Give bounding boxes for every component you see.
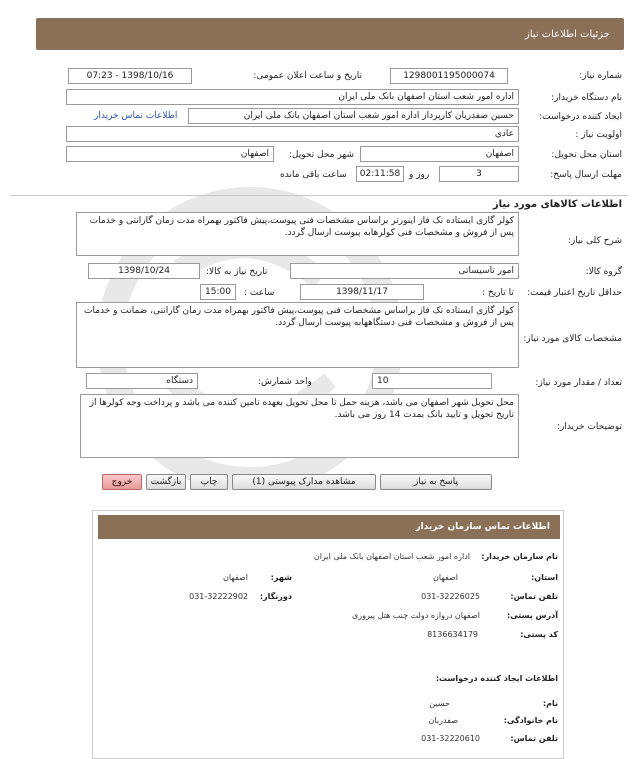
address-label: آدرس پستی: bbox=[507, 611, 558, 620]
back-button[interactable]: بازگشت bbox=[146, 474, 186, 490]
desc-textarea[interactable]: کولر گازی ایستاده تک فاز اینورتر براساس مشخصات فنی پیوست،پیش فاکتور بهمراه مدت زمان گارانتی و خدمات پس از فروش و مشخصات فنی کولرهابه پیوست ارسال گردد. bbox=[76, 212, 519, 256]
announce-label: تاریخ و ساعت اعلان عمومی: bbox=[253, 71, 362, 81]
creator-field[interactable]: حسین صفدریان کارپرداز اداره امور شعب استان اصفهان بانک ملی ایران bbox=[188, 108, 519, 124]
name-value: حسین bbox=[429, 699, 450, 708]
days-field[interactable]: 3 bbox=[439, 166, 519, 182]
group-field[interactable]: امور تاسیساتی bbox=[290, 263, 519, 279]
print-button[interactable]: چاپ bbox=[190, 474, 228, 490]
days-text: روز و bbox=[409, 170, 430, 180]
postal-label: کد پستی: bbox=[520, 630, 558, 639]
contact-panel-header bbox=[98, 515, 560, 539]
hour-field[interactable]: 15:00 bbox=[200, 284, 236, 300]
page-title: جزئیات اطلاعات نیاز bbox=[524, 28, 610, 40]
contact-panel bbox=[92, 510, 564, 759]
specs-textarea[interactable]: کولر گازی ایستاده تک فاز براساس مشخصات فنی پیوست،پیش فاکتور بهمراه مدت زمان گارانتی، ضمانت و خدمات پس از فروش و مشخصات فنی دستگاههابه پیوست ارسال گردد. bbox=[76, 302, 519, 368]
name-label: نام: bbox=[542, 699, 558, 708]
priority-field[interactable]: عادي bbox=[66, 126, 519, 142]
qty-label: تعداد / مقدار مورد نیاز: bbox=[535, 378, 622, 388]
attachments-button[interactable]: مشاهده مدارک پیوستی (1) bbox=[232, 474, 376, 490]
need-number-field[interactable]: 1298001195000074 bbox=[390, 68, 508, 84]
province-label: استان محل تحویل: bbox=[551, 150, 622, 160]
buyer-label: نام دستگاه خریدار: bbox=[551, 93, 622, 103]
exit-button[interactable]: خروج bbox=[102, 474, 142, 490]
contact-fax-value: 031-32222902 bbox=[189, 592, 248, 601]
org-label: نام سازمان خریدار: bbox=[481, 552, 558, 561]
unit-label: واحد شمارش: bbox=[258, 377, 312, 387]
unit-field[interactable]: دستگاه bbox=[86, 373, 198, 389]
contact-province-label: استان: bbox=[531, 573, 558, 582]
divider bbox=[10, 195, 628, 196]
page-header bbox=[36, 18, 624, 50]
specs-label: مشخصات کالای مورد نیاز: bbox=[523, 334, 622, 344]
contact-city-value: اصفهان bbox=[222, 573, 248, 582]
remaining-text: ساعت باقی مانده bbox=[280, 170, 347, 180]
deadline-label: مهلت ارسال پاسخ: bbox=[550, 170, 622, 180]
notes-label: توضیحات خریدار: bbox=[556, 422, 622, 432]
org-value: اداره امور شعب استان اصفهان بانک ملی ایران bbox=[313, 552, 470, 561]
qty-field[interactable]: 10 bbox=[372, 373, 492, 389]
creator-phone-value: 031-32220610 bbox=[421, 734, 480, 743]
priority-label: اولویت نیاز : bbox=[575, 130, 622, 140]
buyer-field[interactable]: اداره امور شعب استان اصفهان بانک ملی ایران bbox=[66, 89, 519, 105]
creator-phone-label: تلفن تماس: bbox=[510, 734, 558, 743]
family-label: نام خانوادگی: bbox=[503, 716, 558, 725]
time-field[interactable]: 02:11:58 bbox=[356, 166, 404, 182]
min-validity-label: حداقل تاریخ اعتبار قیمت: bbox=[527, 288, 622, 298]
reply-button[interactable]: پاسخ به نیاز bbox=[380, 474, 492, 490]
creator-info-title: اطلاعات ایجاد کننده درخواست: bbox=[435, 674, 558, 683]
contact-fax-label: دورنگار: bbox=[259, 592, 292, 601]
contact-phone-label: تلفن تماس: bbox=[510, 592, 558, 601]
desc-label: شرح کلی نیاز: bbox=[567, 236, 622, 246]
need-date-field[interactable]: 1398/10/24 bbox=[88, 263, 200, 279]
contact-city-label: شهر: bbox=[270, 573, 292, 582]
city-label: شهر محل تحویل: bbox=[288, 150, 354, 160]
postal-value: 8136634179 bbox=[427, 630, 478, 639]
until-date-field[interactable]: 1398/11/17 bbox=[300, 284, 424, 300]
need-date-label: تاریخ نیاز به کالا: bbox=[206, 267, 268, 277]
city-field[interactable]: اصفهان bbox=[66, 146, 274, 162]
group-label: گروه کالا: bbox=[585, 267, 622, 277]
contact-phone-value: 031-32226025 bbox=[421, 592, 480, 601]
province-field[interactable]: اصفهان bbox=[360, 146, 519, 162]
goods-section-title: اطلاعات کالاهای مورد نیاز bbox=[492, 199, 622, 210]
contact-panel-title: اطلاعات تماس سازمان خریدار bbox=[415, 522, 550, 532]
until-date-label: تا تاریخ : bbox=[482, 288, 514, 298]
notes-textarea[interactable]: محل تحویل شهر اصفهان می باشد، هزینه حمل تا محل تحویل بعهده تامین کننده می باشد و پرداخت وجه کولرها از تاریخ تحویل و تایید بانک بمدت 14 روز می باشد. bbox=[80, 394, 519, 458]
announce-field[interactable]: 1398/10/16 - 07:23 bbox=[68, 68, 192, 84]
buyer-contact-link[interactable]: اطلاعات تماس خریدار bbox=[94, 111, 178, 121]
need-number-label: شماره نیاز: bbox=[579, 71, 622, 81]
hour-label: ساعت : bbox=[244, 288, 275, 298]
creator-label: ایجاد کننده درخواست: bbox=[539, 112, 622, 122]
contact-province-value: اصفهان bbox=[432, 573, 458, 582]
family-value: صفدریان bbox=[428, 716, 458, 725]
address-value: اصفهان دروازه دولت چنب هتل پیروزی bbox=[351, 611, 480, 620]
